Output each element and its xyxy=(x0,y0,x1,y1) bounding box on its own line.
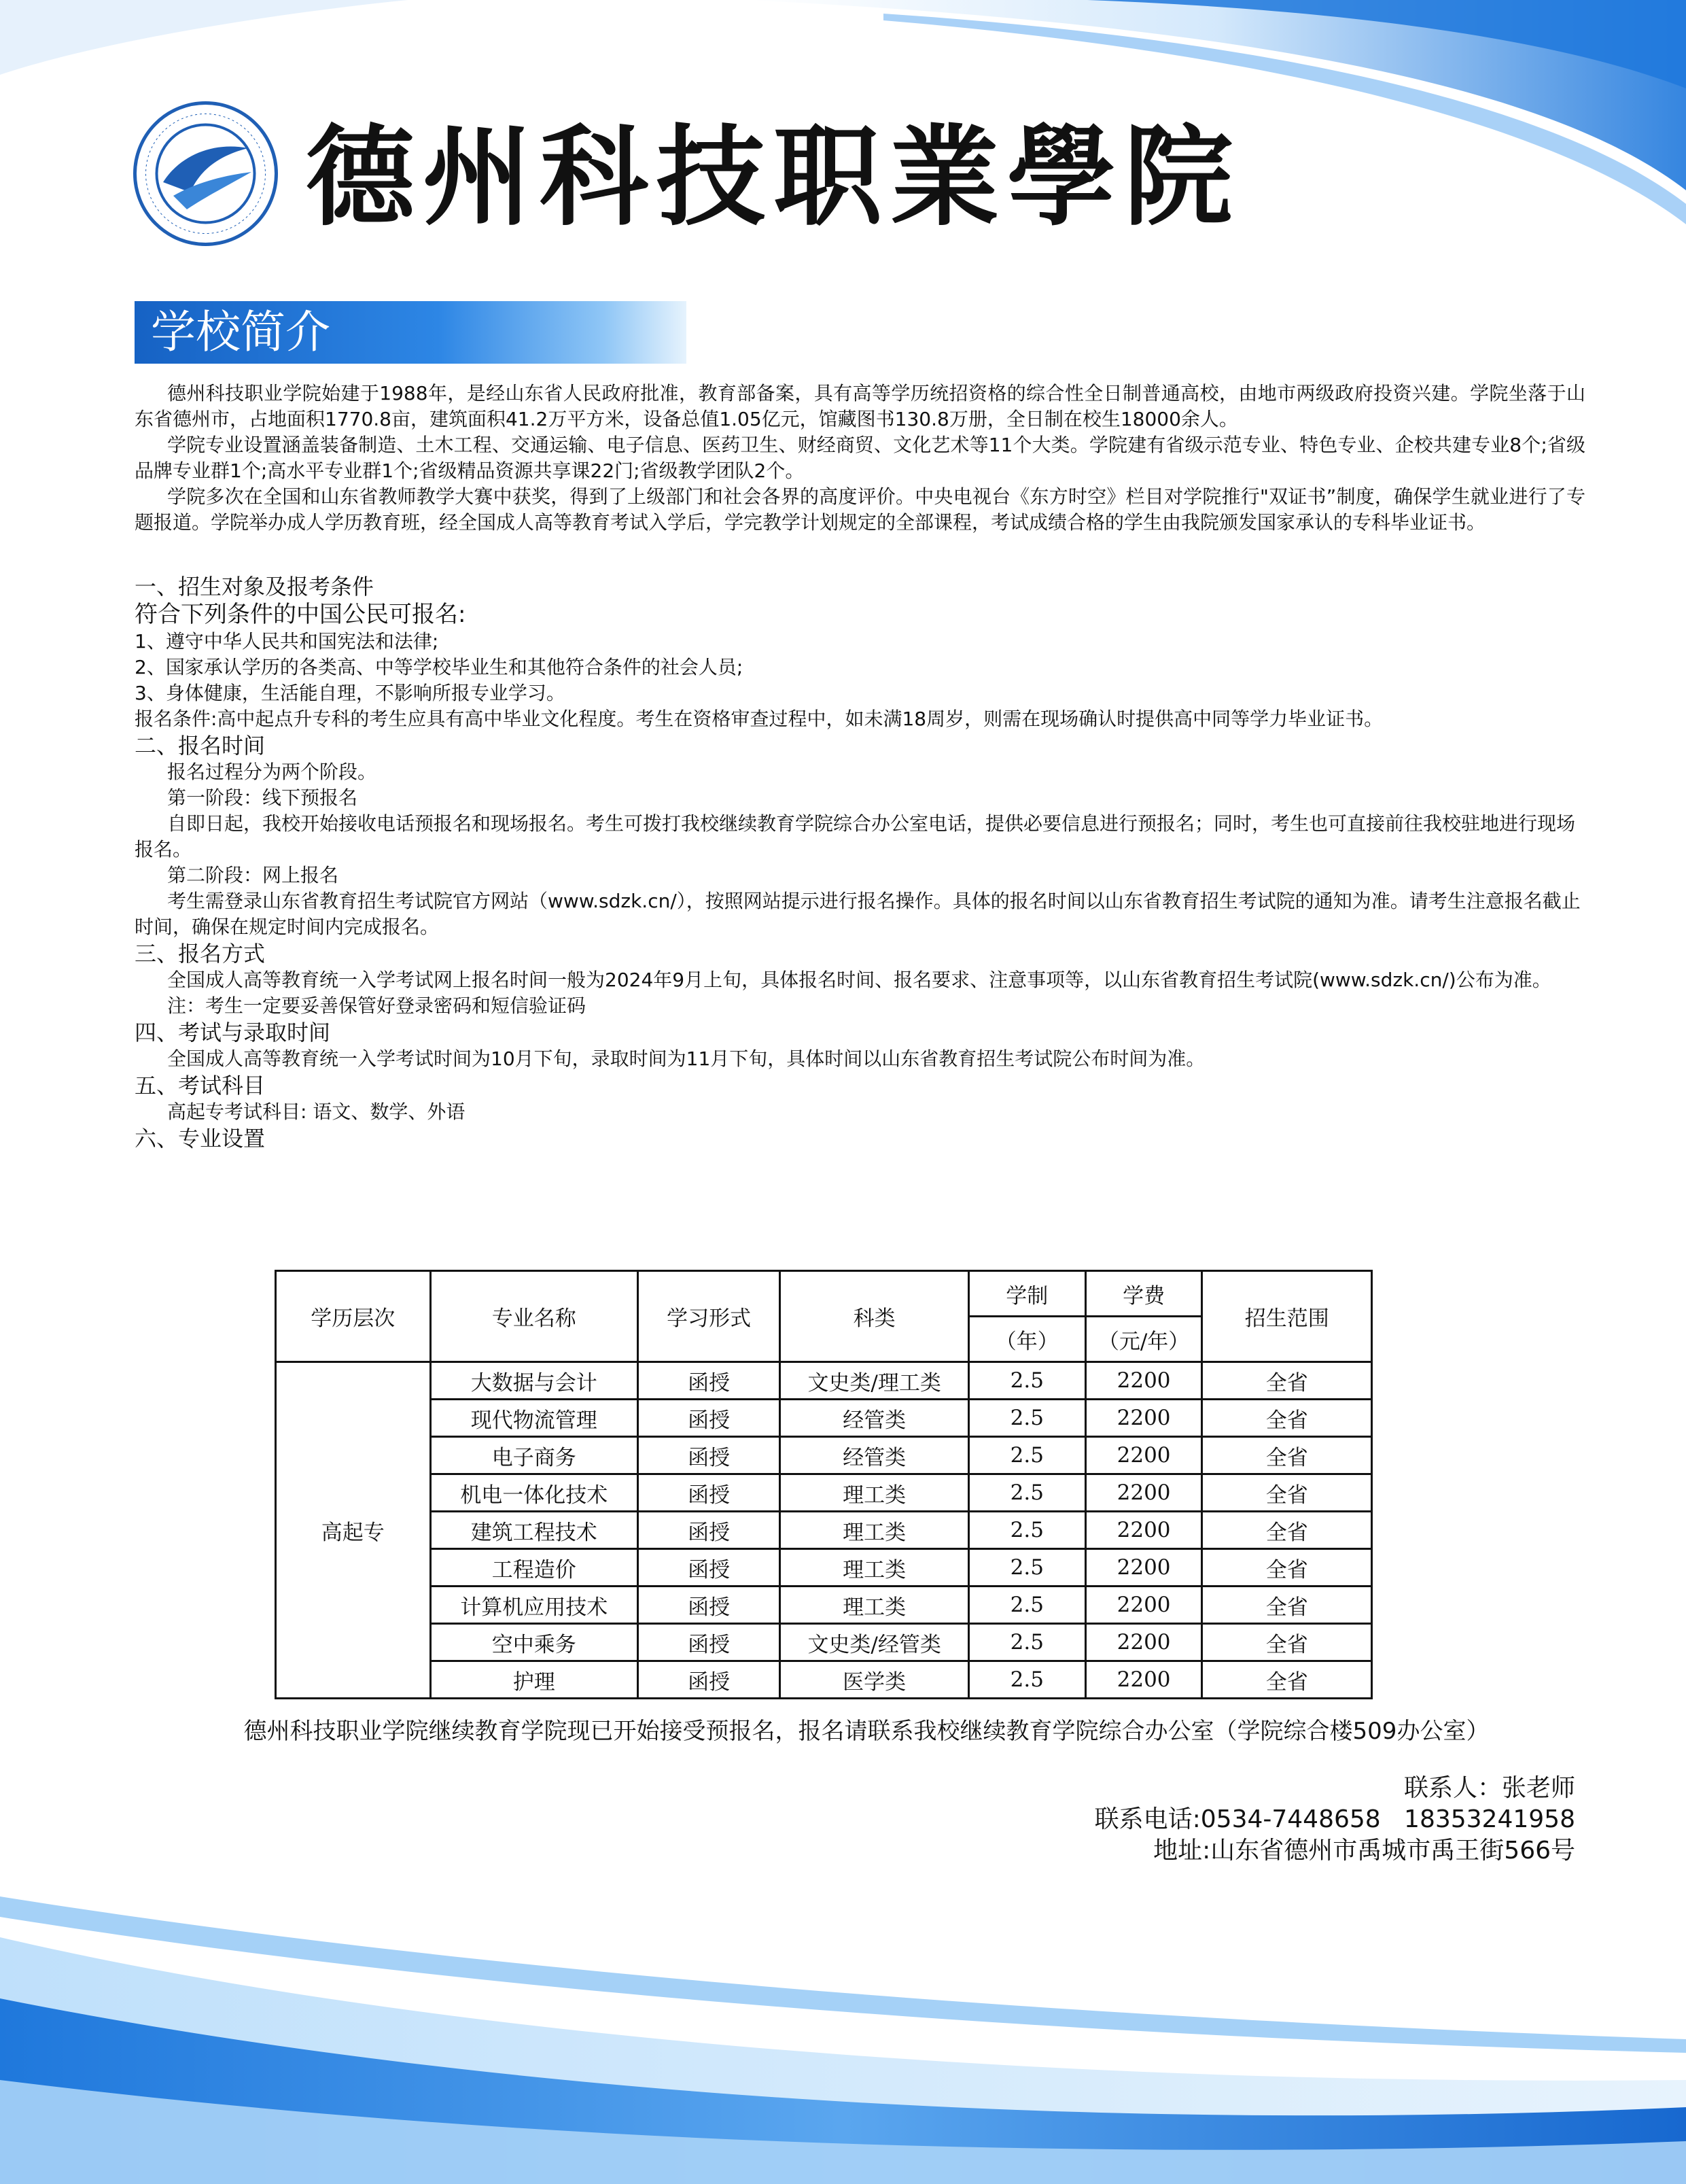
category-cell: 理工类 xyxy=(780,1512,968,1549)
mode-cell: 函授 xyxy=(637,1624,780,1661)
stage1-title: 第一阶段：线下预报名 xyxy=(167,786,358,809)
condition-text: 报名条件:高中起点升专科的考生应具有高中毕业文化程度。考生在资格审查过程中，如未满18周岁，则需在现场确认时提供高中同等学力毕业证书。 xyxy=(135,708,1384,730)
intro-paragraph: 学院多次在全国和山东省教师教学大赛中获奖，得到了上级部门和社会各界的高度评价。中央电视台《东方时空》栏目对学院推行"双证书”制度，确保学生就业进行了专题报道。学院举办成人学历教育班，经全国成人高等教育考试入学后，学完教学计划规定的全部课程，考试成绩合格的学生由我院颁发国家承认的专科毕业证书。 xyxy=(135,485,1585,534)
header-years: 学制 xyxy=(968,1271,1085,1317)
stage1-text: 自即日起，我校开始接收电话预报名和现场报名。考生可拨打我校继续教育学院综合办公室电话，提供必要信息进行预报名；同时，考生也可直接前往我校驻地进行现场报名。 xyxy=(135,812,1576,861)
scope-cell: 全省 xyxy=(1202,1474,1372,1512)
level-cell: 高起专 xyxy=(276,1362,431,1699)
years-cell: 2.5 xyxy=(968,1362,1085,1400)
mode-cell: 函授 xyxy=(637,1362,780,1400)
stage2-title: 第二阶段：网上报名 xyxy=(167,864,339,886)
years-cell: 2.5 xyxy=(968,1624,1085,1661)
years-cell: 2.5 xyxy=(968,1400,1085,1437)
scope-cell: 全省 xyxy=(1202,1624,1372,1661)
contact-phone: 联系电话:0534-7448658 18353241958 xyxy=(1094,1805,1575,1833)
fee-cell: 2200 xyxy=(1085,1661,1202,1699)
years-cell: 2.5 xyxy=(968,1474,1085,1512)
major-cell: 建筑工程技术 xyxy=(430,1512,637,1549)
fee-cell: 2200 xyxy=(1085,1624,1202,1661)
section-heading: 四、考试与录取时间 xyxy=(135,1020,331,1045)
mode-cell: 函授 xyxy=(637,1587,780,1624)
list-item: 2、国家承认学历的各类高、中等学校毕业生和其他符合条件的社会人员; xyxy=(135,656,743,678)
header-years-unit: （年） xyxy=(968,1317,1085,1362)
scope-cell: 全省 xyxy=(1202,1549,1372,1587)
header-fee-unit: （元/年） xyxy=(1085,1317,1202,1362)
header-level: 学历层次 xyxy=(276,1271,431,1362)
exam-subjects-text: 高起专考试科目: 语文、数学、外语 xyxy=(167,1100,466,1123)
mode-cell: 函授 xyxy=(637,1400,780,1437)
list-item: 1、遵守中华人民共和国宪法和法律; xyxy=(135,630,439,653)
scope-cell: 全省 xyxy=(1202,1661,1372,1699)
method-note: 注：考生一定要妥善保管好登录密码和短信验证码 xyxy=(167,994,586,1017)
table-row xyxy=(276,1549,1372,1587)
table-row xyxy=(276,1587,1372,1624)
intro-paragraph: 德州科技职业学院始建于1988年，是经山东省人民政府批准，教育部备案，具有高等学历统招资格的综合性全日制普通高校，由地市两级政府投资兴建。学院坐落于山东省德州市，占地面积1770.8亩，建筑面积41.2万平方米，设备总值1.05亿元，馆藏图书130.8万册，全日制在校生18000余人。 xyxy=(135,382,1585,430)
contact-address: 地址:山东省德州市禹城市禹王街566号 xyxy=(1153,1837,1575,1865)
header-category: 科类 xyxy=(780,1271,968,1362)
section-heading: 一、招生对象及报考条件 xyxy=(135,574,374,600)
section-heading: 五、考试科目 xyxy=(135,1073,266,1098)
fee-cell: 2200 xyxy=(1085,1549,1202,1587)
mode-cell: 函授 xyxy=(637,1549,780,1587)
mode-cell: 函授 xyxy=(637,1661,780,1699)
fee-cell: 2200 xyxy=(1085,1362,1202,1400)
major-cell: 计算机应用技术 xyxy=(430,1587,637,1624)
category-cell: 医学类 xyxy=(780,1661,968,1699)
intro-paragraph: 学院专业设置涵盖装备制造、土木工程、交通运输、电子信息、医药卫生、财经商贸、文化艺术等11个大类。学院建有省级示范专业、特色专业、企校共建专业8个;省级品牌专业群1个;高水平专业群1个;省级精品资源共享课22门;省级教学团队2个。 xyxy=(135,434,1585,482)
years-cell: 2.5 xyxy=(968,1549,1085,1587)
major-cell: 现代物流管理 xyxy=(430,1400,637,1437)
intro-text xyxy=(135,381,1585,536)
college-emblem-icon xyxy=(133,101,279,247)
school-name-title: 德州科技职業學院 xyxy=(306,113,1242,241)
fee-cell: 2200 xyxy=(1085,1587,1202,1624)
table-row xyxy=(276,1437,1372,1474)
category-cell: 经管类 xyxy=(780,1400,968,1437)
major-cell: 空中乘务 xyxy=(430,1624,637,1661)
years-cell: 2.5 xyxy=(968,1437,1085,1474)
scope-cell: 全省 xyxy=(1202,1512,1372,1549)
fee-cell: 2200 xyxy=(1085,1437,1202,1474)
pre-registration-notice: 德州科技职业学院继续教育学院现已开始接受预报名，报名请联系我校继续教育学院综合办公室（学院综合楼509办公室） xyxy=(243,1718,1490,1745)
category-cell: 经管类 xyxy=(780,1437,968,1474)
table-row xyxy=(276,1362,1372,1400)
enrollment-info xyxy=(135,573,1585,1152)
majors-table xyxy=(275,1270,1373,1699)
mode-cell: 函授 xyxy=(637,1437,780,1474)
header-major: 专业名称 xyxy=(430,1271,637,1362)
header-fee: 学费 xyxy=(1085,1271,1202,1317)
list-item: 3、身体健康，生活能自理，不影响所报专业学习。 xyxy=(135,682,565,704)
section-subtitle: 符合下列条件的中国公民可报名: xyxy=(135,601,466,628)
section-heading: 六、专业设置 xyxy=(135,1126,266,1151)
method-text: 全国成人高等教育统一入学考试网上报名时间一般为2024年9月上旬，具体报名时间、报名要求、注意事项等，以山东省教育招生考试院(www.sdzk.cn/)公布为准。 xyxy=(167,969,1551,991)
mode-cell: 函授 xyxy=(637,1474,780,1512)
stage-intro: 报名过程分为两个阶段。 xyxy=(167,761,377,783)
stage2-text: 考生需登录山东省教育招生考试院官方网站（www.sdzk.cn/），按照网站提示进行报名操作。具体的报名时间以山东省教育招生考试院的通知为准。请考生注意报名截止时间，确保在规定时间内完成报名。 xyxy=(135,890,1581,938)
major-cell: 大数据与会计 xyxy=(430,1362,637,1400)
category-cell: 文史类/理工类 xyxy=(780,1362,968,1400)
category-cell: 理工类 xyxy=(780,1474,968,1512)
header-mode: 学习形式 xyxy=(637,1271,780,1362)
scope-cell: 全省 xyxy=(1202,1587,1372,1624)
table-row xyxy=(276,1400,1372,1437)
section-heading: 三、报名方式 xyxy=(135,941,266,967)
major-cell: 工程造价 xyxy=(430,1549,637,1587)
contact-block xyxy=(1095,1773,1575,1867)
table-row xyxy=(276,1661,1372,1699)
table-row xyxy=(276,1512,1372,1549)
table-row xyxy=(276,1624,1372,1661)
fee-cell: 2200 xyxy=(1085,1474,1202,1512)
scope-cell: 全省 xyxy=(1202,1362,1372,1400)
intro-title: 学校简介 xyxy=(151,306,330,358)
exam-time-text: 全国成人高等教育统一入学考试时间为10月下旬，录取时间为11月下旬，具体时间以山东省教育招生考试院公布时间为准。 xyxy=(167,1047,1206,1070)
category-cell: 文史类/经管类 xyxy=(780,1624,968,1661)
fee-cell: 2200 xyxy=(1085,1400,1202,1437)
header-scope: 招生范围 xyxy=(1202,1271,1372,1362)
years-cell: 2.5 xyxy=(968,1661,1085,1699)
major-cell: 机电一体化技术 xyxy=(430,1474,637,1512)
section-banner-intro xyxy=(135,301,686,364)
years-cell: 2.5 xyxy=(968,1512,1085,1549)
mode-cell: 函授 xyxy=(637,1512,780,1549)
years-cell: 2.5 xyxy=(968,1587,1085,1624)
contact-person: 联系人：张老师 xyxy=(1403,1774,1575,1802)
major-cell: 护理 xyxy=(430,1661,637,1699)
section-heading: 二、报名时间 xyxy=(135,733,266,759)
table-row xyxy=(276,1474,1372,1512)
category-cell: 理工类 xyxy=(780,1587,968,1624)
fee-cell: 2200 xyxy=(1085,1512,1202,1549)
category-cell: 理工类 xyxy=(780,1549,968,1587)
scope-cell: 全省 xyxy=(1202,1437,1372,1474)
major-cell: 电子商务 xyxy=(430,1437,637,1474)
scope-cell: 全省 xyxy=(1202,1400,1372,1437)
